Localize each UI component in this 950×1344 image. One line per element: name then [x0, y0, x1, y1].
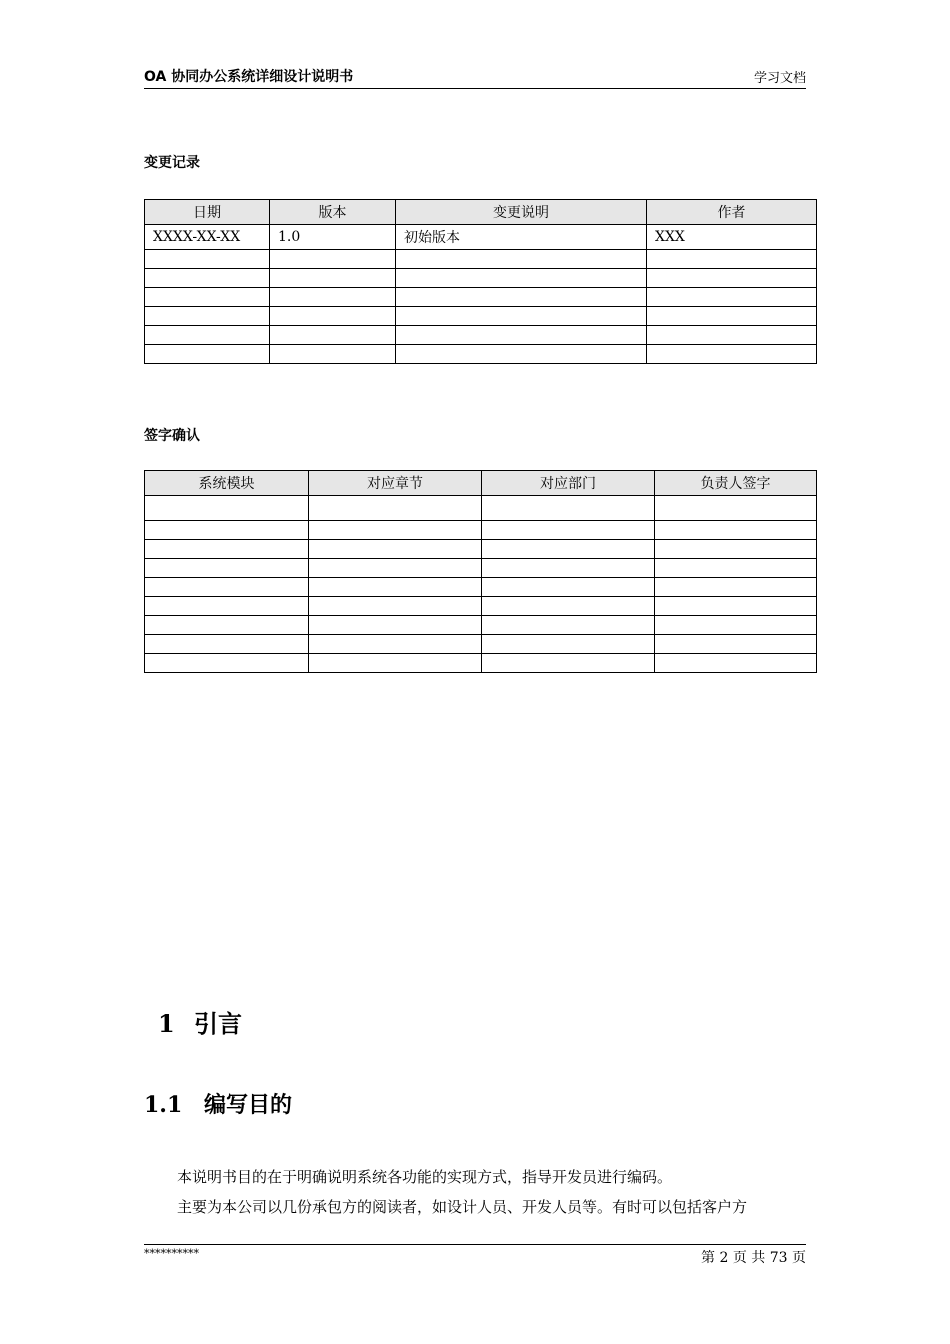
table-header-row: [145, 471, 817, 496]
footer-mark: **********: [144, 1247, 199, 1260]
table-cell: [145, 250, 270, 269]
table-cell: [396, 269, 647, 288]
table-cell: [145, 326, 270, 345]
table-cell: [396, 250, 647, 269]
table-cell: [309, 521, 482, 540]
table-cell: [647, 307, 817, 326]
table-cell: [655, 521, 817, 540]
table-row: [145, 225, 817, 250]
table-cell: [647, 288, 817, 307]
table-cell: [396, 345, 647, 364]
page-footer: [144, 1244, 806, 1269]
table-cell: [396, 307, 647, 326]
page-number: 第 2 页 共 73 页: [701, 1250, 806, 1266]
table-cell: 1.0: [270, 225, 396, 250]
table-cell: [482, 654, 655, 673]
table-cell: [145, 307, 270, 326]
table-cell: [145, 345, 270, 364]
table-row: [145, 250, 817, 269]
table-cell: 初始版本: [396, 225, 647, 250]
table-cell: [270, 307, 396, 326]
table-cell: [482, 635, 655, 654]
table-cell: [309, 578, 482, 597]
table-row: [145, 307, 817, 326]
signature-label: 签字确认: [144, 428, 200, 444]
heading-1-number: 1: [158, 1009, 175, 1038]
paragraph-purpose: 本说明书目的在于明确说明系统各功能的实现方式，指导开发员进行编码。: [177, 1168, 673, 1186]
table-cell: [655, 496, 817, 521]
table-cell: [655, 654, 817, 673]
table-cell: [145, 616, 309, 635]
heading-2: [144, 1088, 292, 1119]
table-row: [145, 269, 817, 288]
table-row: [145, 559, 817, 578]
table-cell: [270, 326, 396, 345]
table-cell: XXX: [647, 225, 817, 250]
table-row: [145, 654, 817, 673]
column-header: 变更说明: [396, 200, 647, 225]
column-header: 系统模块: [145, 471, 309, 496]
column-header: 对应章节: [309, 471, 482, 496]
table-cell: [482, 559, 655, 578]
column-header: 版本: [270, 200, 396, 225]
column-header: 作者: [647, 200, 817, 225]
table-row: [145, 616, 817, 635]
table-cell: [145, 288, 270, 307]
table-cell: [309, 540, 482, 559]
table-cell: [647, 345, 817, 364]
heading-2-number: 1.1: [144, 1092, 183, 1118]
column-header: 负责人签字: [655, 471, 817, 496]
table-cell: [655, 559, 817, 578]
table-row: [145, 597, 817, 616]
table-cell: [270, 345, 396, 364]
heading-1: [158, 1004, 242, 1039]
table-cell: [270, 288, 396, 307]
table-cell: [647, 250, 817, 269]
table-row: [145, 578, 817, 597]
table-cell: [145, 597, 309, 616]
table-cell: [145, 269, 270, 288]
table-cell: [145, 496, 309, 521]
signature-table: [144, 470, 817, 673]
table-row: [145, 635, 817, 654]
table-row: [145, 540, 817, 559]
table-cell: [655, 578, 817, 597]
table-row: [145, 496, 817, 521]
table-cell: [655, 597, 817, 616]
page-header: [144, 66, 806, 89]
table-cell: [647, 326, 817, 345]
heading-2-text: 编写目的: [204, 1092, 293, 1118]
column-header: 日期: [145, 200, 270, 225]
table-cell: [145, 635, 309, 654]
change-record-label: 变更记录: [144, 155, 200, 171]
table-cell: [145, 559, 309, 578]
table-cell: [309, 559, 482, 578]
table-cell: [145, 521, 309, 540]
column-header: 对应部门: [482, 471, 655, 496]
table-cell: [655, 635, 817, 654]
table-cell: [309, 635, 482, 654]
table-cell: [482, 597, 655, 616]
document-title: OA 协同办公系统详细设计说明书: [144, 69, 354, 85]
table-cell: [270, 250, 396, 269]
table-row: [145, 345, 817, 364]
change-record-table: [144, 199, 817, 364]
table-cell: [396, 288, 647, 307]
table-cell: [655, 540, 817, 559]
table-cell: [482, 521, 655, 540]
table-cell: [482, 616, 655, 635]
table-row: [145, 326, 817, 345]
table-cell: [396, 326, 647, 345]
table-row: [145, 288, 817, 307]
heading-1-text: 引言: [194, 1009, 242, 1038]
table-row: [145, 521, 817, 540]
table-cell: [647, 269, 817, 288]
table-cell: [145, 654, 309, 673]
table-cell: [309, 496, 482, 521]
header-note: 学习文档: [753, 71, 806, 86]
table-cell: [145, 578, 309, 597]
table-cell: [309, 616, 482, 635]
table-cell: [482, 578, 655, 597]
table-cell: [482, 540, 655, 559]
paragraph-audience: 主要为本公司以几份承包方的阅读者，如设计人员、开发人员等。有时可以包括客户方: [177, 1198, 748, 1216]
table-cell: [145, 540, 309, 559]
table-header-row: [145, 200, 817, 225]
table-cell: [655, 616, 817, 635]
table-cell: [482, 496, 655, 521]
table-cell: [309, 597, 482, 616]
table-cell: XXXX-XX-XX: [145, 225, 270, 250]
table-cell: [309, 654, 482, 673]
table-cell: [270, 269, 396, 288]
